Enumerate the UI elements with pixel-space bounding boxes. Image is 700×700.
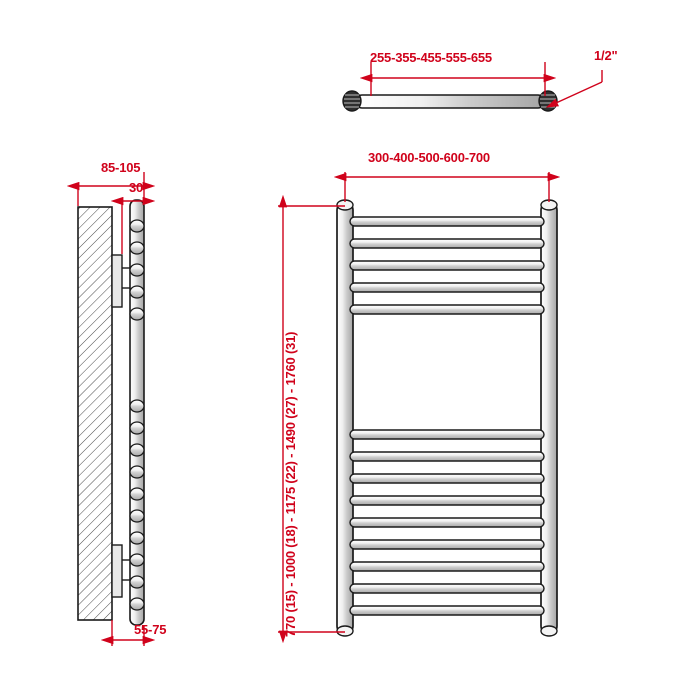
dim-foot-depth: 55-75 xyxy=(134,622,167,637)
side-view-group xyxy=(78,172,144,646)
front-rungs xyxy=(350,217,544,615)
dim-bracket-offset: 30 xyxy=(129,180,144,195)
dim-top-view-widths: 255-355-455-555-655 xyxy=(370,50,492,65)
dim-depth-range: 85-105 xyxy=(101,160,141,175)
dim-connection-size: 1/2" xyxy=(594,48,618,63)
front-view-group xyxy=(278,172,557,636)
dim-height-options: 770 (15) - 1000 (18) - 1175 (22) - 1490 (27) - 1760 (31) xyxy=(283,331,298,637)
left-fitting xyxy=(343,91,361,111)
top-view-group xyxy=(343,62,602,111)
right-fitting xyxy=(539,91,557,111)
dim-front-view-widths: 300-400-500-600-700 xyxy=(368,150,490,165)
